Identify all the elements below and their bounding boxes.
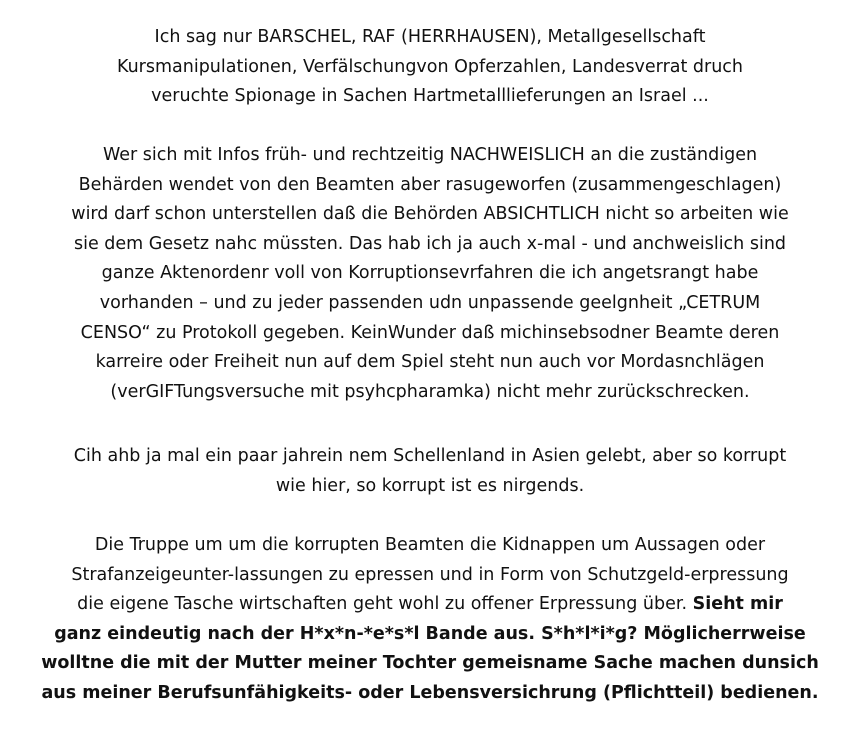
text-segment: die eigene Tasche wirtschaften geht wohl zu offener Erpressung über. — [77, 594, 693, 615]
text-line: wird darf schon unterstellen daß die Behörden ABSICHTLICH nicht so arbeiten wie — [71, 204, 789, 225]
text-line: Die Truppe um um die korrupten Beamten die Kidnappen um Aussagen oder — [94, 535, 766, 555]
text-line: veruchte Spionage in Sachen Hartmetalllieferungen an Israel ... — [151, 86, 709, 107]
text-line: sie dem Gesetz nahc müssten. Das hab ich ja auch x-mal - und anchweislich sind — [73, 233, 787, 254]
text-line: Kursmanipulationen, Verfälschungvon Opferzahlen, Landesverrat druch — [116, 56, 744, 77]
text-line: wie hier, so korrupt ist es nirgends. — [275, 475, 585, 496]
text-line: ganze Aktenordenr voll von Korruptionsevrfahren die ich angetsrangt habe — [101, 263, 759, 284]
bold-text-line: ganz eindeutig nach der H*x*n-*e*s*l Bande aus. S*h*l*i*g? Möglicherrweise — [54, 623, 806, 644]
text-line: Ich sag nur BARSCHEL, RAF (HERRHAUSEN), Metallgesellschaft — [154, 27, 706, 47]
text-line: CENSO“ zu Protokoll gegeben. KeinWunder daß michinsebsodner Beamte deren — [80, 322, 780, 343]
paragraph-1 — [0, 23, 860, 112]
text-line: vorhanden – und zu jeder passenden udn unpassende geelgnheit „CETRUM — [99, 292, 761, 313]
bold-text-segment: Sieht mir — [692, 594, 783, 615]
text-line: Behärden wendet von den Beamten aber rasugeworfen (zusammengeschlagen) — [78, 174, 782, 195]
text-line: karreire oder Freiheit nun auf dem Spiel steht nun auch vor Mordasnchlägen — [95, 352, 765, 373]
bold-text-line: wolltne die mit der Mutter meiner Tochter gemeisname Sache machen dunsich — [41, 653, 819, 674]
paragraph-3 — [0, 442, 860, 501]
text-line: (verGIFTungsversuche mit psyhcpharamka) nicht mehr zurückschrecken. — [110, 381, 750, 402]
text-line: Wer sich mit Infos früh- und rechtzeitig NACHWEISLICH an die zuständigen — [102, 145, 758, 165]
text-line: Cih ahb ja mal ein paar jahrein nem Schellenland in Asien gelebt, aber so korrupt — [73, 446, 787, 466]
paragraph-2 — [0, 141, 860, 407]
bold-text-line: aus meiner Berufsunfähigkeits- oder Lebensversichrung (Pflichtteil) bedienen. — [41, 682, 819, 703]
mixed-text-line — [0, 590, 860, 620]
paragraph-4 — [0, 531, 860, 709]
text-line: Strafanzeigeunter-lassungen zu epressen und in Form von Schutzgeld-erpressung — [71, 564, 789, 585]
